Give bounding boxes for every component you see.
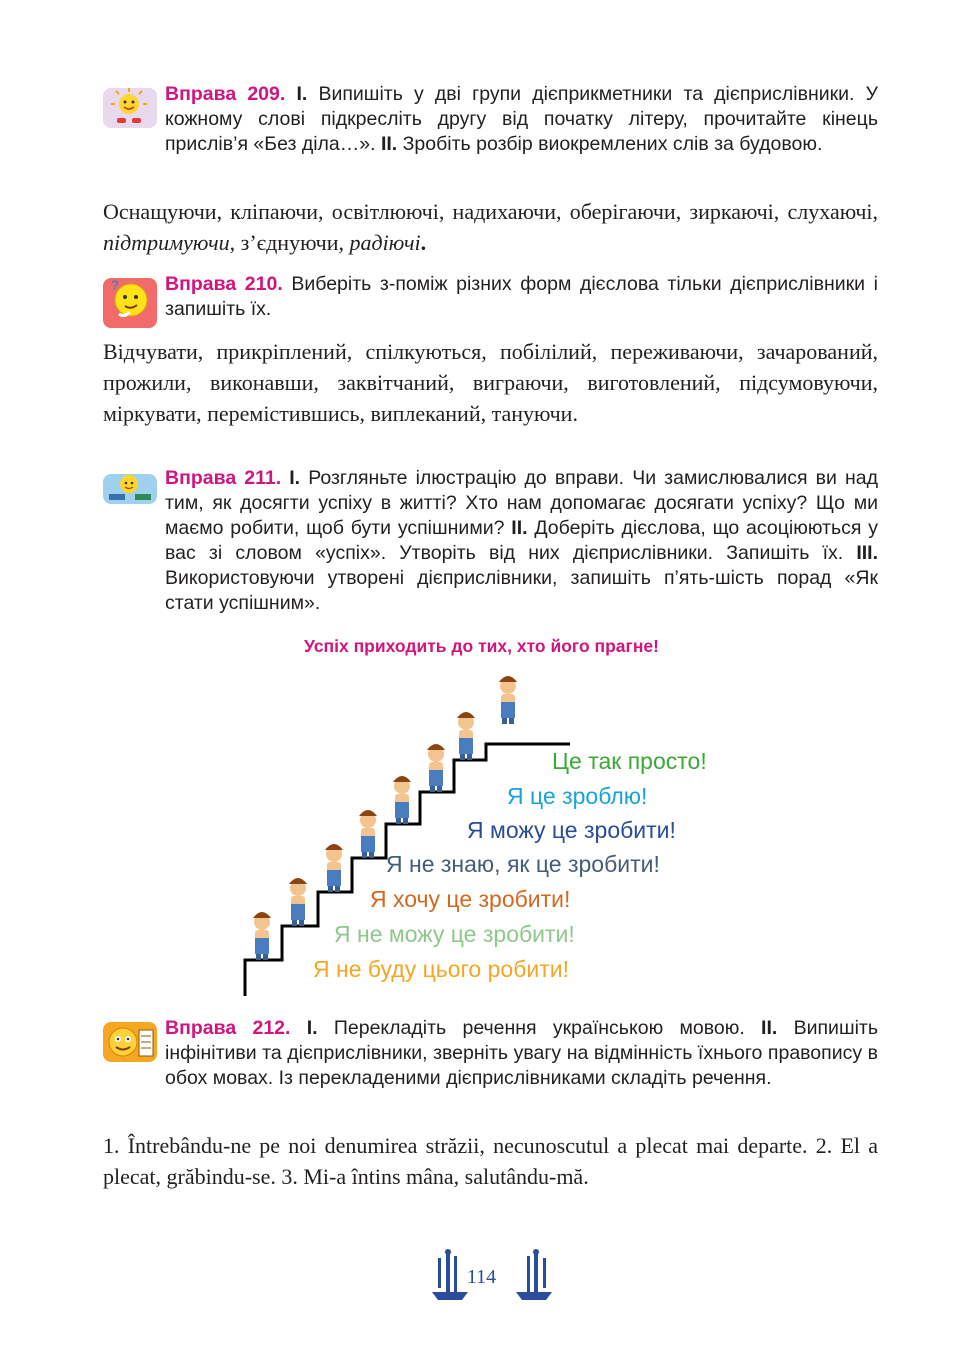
exercise-number: Вправа 212. — [165, 1017, 291, 1039]
exercise-number: Вправа 209. — [165, 83, 286, 105]
step-label: Я не знаю, як це зробити! — [386, 851, 660, 877]
instruction-text: Випишіть інфінітиви та дієприслівники, зверніть увагу на відмінність їхнього правопису в обох мовах. Із перекладеними дієприслівниками складіть речення. — [165, 1017, 879, 1089]
sun-character-icon — [103, 84, 157, 130]
child-figure-icon — [289, 878, 307, 926]
exercise-209-words — [103, 196, 878, 258]
sentence-list: 1. Întrebându-ne pe noi denumirea străzii, necunoscutul a plecat mai departe. 2. El a plecat, grăbindu-se. 3. Mi-a întins mâna, salutându-mă. — [103, 1133, 878, 1189]
page-number: 114 — [466, 1266, 497, 1288]
exercise-212 — [103, 1016, 878, 1091]
roman-numeral: II. — [761, 1017, 778, 1039]
italic-word: підтримуючи — [103, 230, 230, 255]
instruction-text: Зробіть розбір виокремлених слів за будовою. — [397, 133, 823, 155]
step-label: Я не буду цього робити! — [313, 956, 569, 982]
step-label: Я не можу це зробити! — [334, 921, 575, 947]
step-label: Я хочу це зробити! — [370, 886, 571, 912]
roman-numeral: III. — [856, 542, 878, 564]
word-list: Оснащуючи, кліпаючи, освітлюючі, надихаючи, оберігаючи, зиркаючі, слухаючі, — [103, 199, 878, 224]
child-figure-icon — [457, 712, 475, 760]
roman-numeral: I. — [289, 467, 301, 489]
child-figure-icon — [253, 912, 271, 960]
lightbulb-character-icon — [103, 468, 157, 514]
exercise-number: Вправа 211. — [165, 467, 282, 489]
exercise-212-sentences — [103, 1130, 878, 1192]
roman-numeral: I. — [306, 1017, 318, 1039]
roman-numeral: I. — [296, 83, 308, 105]
child-figure-icon — [359, 810, 377, 858]
italic-word: радіючі — [349, 230, 421, 255]
exercise-210-instructions — [165, 272, 878, 322]
instruction-text: Виберіть з-поміж різних форм дієслова тільки дієприслівники і запишіть їх. — [165, 273, 879, 320]
child-figure-icon — [325, 844, 343, 892]
smiley-book-icon — [103, 1018, 157, 1064]
exercise-210-words — [103, 336, 878, 429]
child-figure-icon — [393, 776, 411, 824]
exercise-211 — [103, 466, 878, 616]
step-label: Я це зроблю! — [507, 783, 648, 809]
roman-numeral: II. — [380, 133, 398, 155]
instruction-text: Використовуючи утворені дієприслівники, запишіть п’ять-шість порад «Як стати успішним». — [165, 567, 878, 614]
ornament-icon — [512, 1248, 556, 1309]
instruction-text: Випишіть у дві групи дієприкметники та дієприслівники. У кожному слові підкресліть другу від початку літеру, прочитайте кінець прислів’я «Без діла…». — [165, 83, 878, 155]
instruction-text: Перекладіть речення українською мовою. — [317, 1017, 762, 1039]
step-label: Я можу це зробити! — [467, 817, 676, 843]
word-list: Відчувати, прикріплений, спілкуються, побілілий, переживаючи, зачарований, прожили, виконавши, заквітчаний, виграючи, виготовлений, підсумовуючи, міркувати, перемістившись, виплеканий, тануючи. — [103, 339, 878, 426]
step-label: Це так просто! — [552, 748, 707, 774]
exercise-number: Вправа 210. — [165, 273, 283, 295]
thinking-smiley-icon — [103, 274, 157, 320]
punctuation: . — [420, 230, 427, 255]
instruction-text: Розгляньте ілюстрацію до вправи. Чи замислювалися ви над тим, як досягти успіху в житті? Хто нам допомагає досягати успіху? Що ми маємо робити, щоб бути успішними? — [165, 467, 878, 539]
svg-text:?: ? — [111, 277, 119, 293]
instruction-text: Доберіть дієслова, що асоціюються у вас зі словом «успіх». Утворіть від них дієприслівники. Запишіть їх. — [165, 517, 878, 564]
word-list: , з’єднуючи, — [229, 230, 350, 255]
child-figure-icon — [427, 744, 445, 792]
child-figure-icon — [499, 676, 517, 724]
exercise-209 — [103, 82, 878, 157]
motto-heading: Успіх приходить до тих, хто його прагне! — [304, 636, 659, 656]
exercise-210 — [103, 272, 878, 322]
roman-numeral: II. — [511, 517, 528, 539]
exercise-209-instructions — [165, 82, 878, 157]
exercise-211-instructions — [165, 466, 878, 616]
exercise-212-instructions — [165, 1016, 878, 1091]
